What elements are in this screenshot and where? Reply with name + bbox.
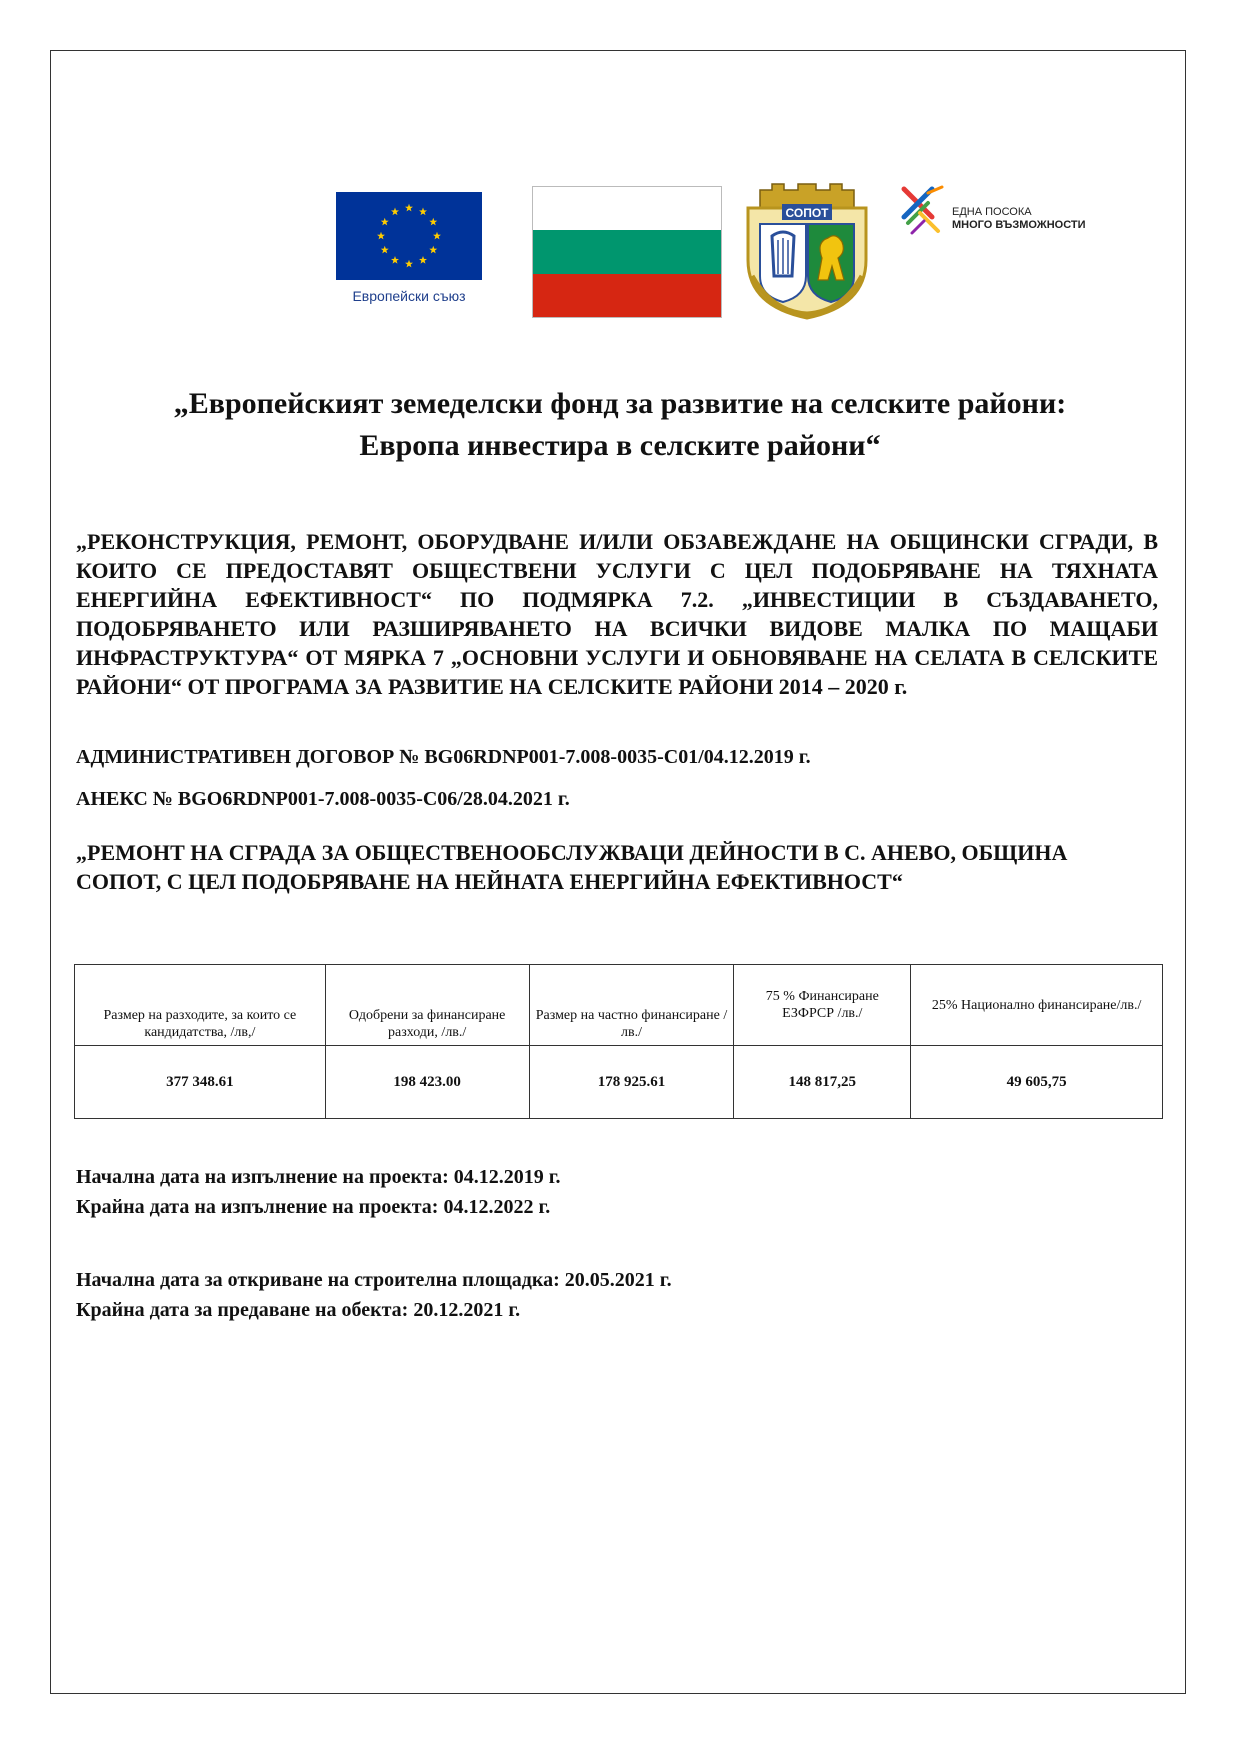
handover-date: Крайна дата за предаване на обекта: 20.12.2021 г.	[76, 1299, 521, 1321]
construction-dates	[76, 1265, 1156, 1325]
project-start-date: Начална дата на изпълнение на проекта: 04.12.2019 г.	[76, 1166, 561, 1188]
project-end-date: Крайна дата на изпълнение на проекта: 04.12.2022 г.	[76, 1196, 551, 1218]
project-dates	[76, 1162, 1156, 1222]
main-title-line2: Европа инвестира в селските райони“	[359, 429, 881, 462]
bulgarian-flag	[532, 186, 722, 318]
header-eafrd-financing: 75 % Финансиране ЕЗФРСР /лв./	[734, 965, 911, 1046]
table-header-row	[75, 965, 1163, 1046]
sopot-coat-of-arms	[742, 180, 872, 320]
rdp-slogan-line2: МНОГО ВЪЗМОЖНОСТИ	[952, 219, 1086, 231]
header-approved-costs: Одобрени за финансиране разходи, /лв./	[325, 965, 529, 1046]
project-title: „РЕКОНСТРУКЦИЯ, РЕМОНТ, ОБОРУДВАНЕ И/ИЛИ ОБЗАВЕЖДАНЕ НА ОБЩИНСКИ СГРАДИ, В КОИТО СЕ ПРЕДОСТАВЯТ ОБЩЕСТВЕНИ УСЛУГИ С ЦЕЛ ПОДОБРЯВАНЕ НА ТЯХНАТА ЕНЕРГИЙНА ЕФЕКТИВНОСТ“ ПО ПОДМЯРКА 7.2. „ИНВЕСТИЦИИ В СЪЗДАВАНЕТО, ПОДОБРЯВАНЕТО ИЛИ РАЗШИРЯВАНЕТО НА ВСИЧКИ ВИДОВЕ МАЛКА ПО МАЩАБИ ИНФРАСТРУКТУРА“ ОТ МЯРКА 7 „ОСНОВНИ УСЛУГИ И ОБНОВЯВАНЕ НА СЕЛАТА В СЕЛСКИТЕ РАЙОНИ“ ОТ ПРОГРАМА ЗА РАЗВИТИЕ НА СЕЛСКИТЕ РАЙОНИ 2014 – 2020 г.	[76, 529, 1158, 699]
header-applied-costs: Размер на разходите, за които се кандидатства, /лв,/	[75, 965, 326, 1046]
header-national-financing: 25% Национално финансиране/лв./	[911, 965, 1163, 1046]
flag-red-stripe	[533, 274, 721, 317]
value-private-financing: 178 925.61	[529, 1046, 734, 1119]
contract-number: АДМИНИСТРАТИВЕН ДОГОВОР № BG06RDNP001-7.008-0035-C01/04.12.2019 г.	[76, 746, 811, 768]
site-open-date: Начална дата за откриване на строителна площадка: 20.05.2021 г.	[76, 1269, 672, 1291]
coat-name-text: СОПОТ	[785, 206, 829, 220]
financing-table	[74, 964, 1163, 1119]
rdp-slogan-line1: ЕДНА ПОСОКА	[952, 206, 1032, 218]
subproject-title: „РЕМОНТ НА СГРАДА ЗА ОБЩЕСТВЕНООБСЛУЖВАЦИ ДЕЙНОСТИ В С. АНЕВО, ОБЩИНА СОПОТ, С ЦЕЛ ПОДОБРЯВАНЕ НА НЕЙНАТА ЕНЕРГИЙНА ЕФЕКТИВНОСТ“	[76, 840, 1068, 894]
value-national-financing: 49 605,75	[911, 1046, 1163, 1119]
header-private-financing: Размер на частно финансиране /лв./	[529, 965, 734, 1046]
flag-green-stripe	[533, 230, 721, 273]
value-eafrd-financing: 148 817,25	[734, 1046, 911, 1119]
annex-number: АНЕКС № BGO6RDNP001-7.008-0035-C06/28.04.2021 г.	[76, 788, 570, 810]
table-row	[75, 1046, 1163, 1119]
rdp-slogan	[952, 206, 1112, 232]
eu-caption: Европейски съюз	[352, 288, 466, 304]
value-applied-costs: 377 348.61	[75, 1046, 326, 1119]
flag-white-stripe	[533, 187, 721, 230]
eu-flag-logo	[336, 192, 482, 280]
value-approved-costs: 198 423.00	[325, 1046, 529, 1119]
main-title-line1: „Европейският земеделски фонд за развитие на селските райони:	[173, 387, 1067, 420]
rdp-logo	[898, 183, 950, 243]
main-title	[80, 383, 1160, 467]
